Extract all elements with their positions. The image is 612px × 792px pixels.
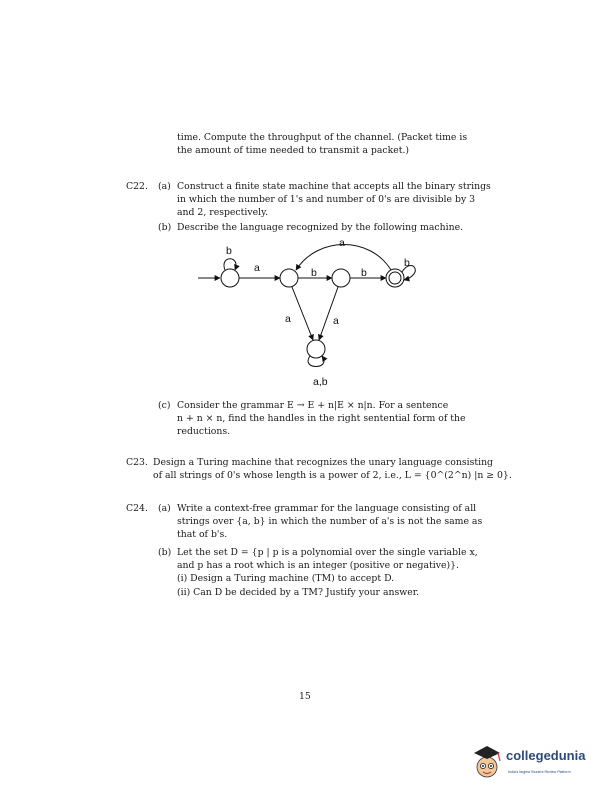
part-label-a: (a): [158, 503, 171, 514]
part-label-c: (c): [158, 400, 171, 411]
label-edge-q1-dead: a: [285, 313, 291, 325]
label-edge-q2-dead: a: [333, 315, 339, 327]
text-line: (i) Design a Turing machine (TM) to accept D.: [177, 573, 395, 585]
question-number-c22: C22.: [126, 181, 148, 192]
text-line: and 2, respectively.: [177, 207, 269, 219]
page-number: 15: [299, 691, 311, 702]
c23-text: [153, 456, 512, 482]
part-label-b: (b): [158, 222, 172, 233]
loop-q0: [224, 259, 236, 270]
text-line: (ii) Can D be decided by a TM? Justify your answer.: [177, 586, 420, 598]
text-line: Describe the language recognized by the following machine.: [177, 222, 464, 233]
logo-tagline: India's largest Student Review Platform: [508, 770, 571, 774]
label-edge-q2-q3: b: [361, 267, 367, 279]
text-line: Consider the grammar E → E + n|E × n|n. For a sentence: [177, 400, 449, 411]
text-line: time. Compute the throughput of the channel. (Packet time is: [177, 132, 468, 143]
text-line: Write a context-free grammar for the language consisting of all: [177, 503, 477, 514]
state-dead: [307, 340, 325, 358]
text-line: Design a Turing machine that recognizes the unary language consisting: [153, 457, 494, 468]
c24-part-a-text: [177, 502, 482, 542]
state-q1: [280, 269, 298, 287]
text-line: strings over {a, b} in which the number of a's is not the same as: [177, 516, 483, 528]
text-line: in which the number of 1's and number of 0's are divisible by 3: [177, 194, 476, 206]
state-q0: [221, 269, 239, 287]
c22-part-c-text: [177, 399, 466, 439]
text-line: of all strings of 0's whose length is a power of 2, i.e., L = {0^(2^n) |n ≥ 0}.: [153, 470, 512, 482]
collegedunia-logo[interactable]: [470, 743, 598, 779]
text-line: Construct a finite state machine that accepts all the binary strings: [177, 181, 491, 192]
label-loop-q3: b: [404, 257, 410, 269]
question-number-c24: C24.: [126, 503, 148, 514]
text-line: the amount of time needed to transmit a packet.): [177, 145, 410, 157]
graduate-mascot-icon: [470, 743, 504, 779]
question-number-c23: C23.: [126, 457, 148, 468]
state-q3-accept-inner: [389, 272, 401, 284]
label-loop-q0: b: [226, 245, 232, 257]
label-edge-q3-q1: a: [339, 237, 345, 249]
text-line: Let the set D = {p | p is a polynomial over the single variable x,: [177, 547, 478, 558]
part-label-b: (b): [158, 547, 172, 558]
label-loop-dead: a,b: [313, 376, 328, 388]
label-edge-q1-q2: b: [311, 267, 317, 279]
text-line: and p has a root which is an integer (positive or negative)}.: [177, 560, 460, 572]
label-edge-q0-q1: a: [254, 262, 260, 274]
part-label-a: (a): [158, 181, 171, 192]
state-q2: [332, 269, 350, 287]
c24-part-b-text: [177, 546, 478, 599]
logo-wordmark: collegedunia: [506, 748, 586, 763]
text-line: reductions.: [177, 426, 231, 438]
edge-q1-dead: [292, 287, 313, 340]
text-line: that of b's.: [177, 529, 228, 541]
edge-q2-dead: [319, 287, 338, 340]
text-line: n + n × n, find the handles in the right sentential form of the: [177, 413, 466, 425]
